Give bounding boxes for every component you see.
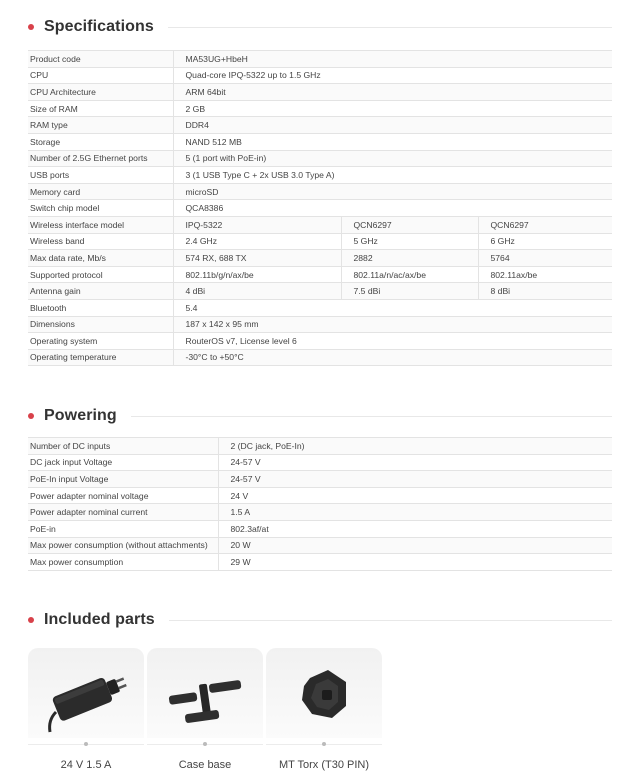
spec-value: 574 RX, 688 TX [173,250,341,267]
spec-value: 3 (1 USB Type C + 2x USB 3.0 Type A) [173,167,612,184]
spec-value: 802.11ax/be [478,266,612,283]
spec-row [28,117,612,134]
spec-label: Supported protocol [28,266,173,283]
spec-row [28,183,612,200]
powering-header [28,407,612,425]
part-card-power-adapter[interactable] [28,648,144,771]
spec-label: PoE-In input Voltage [28,471,218,488]
spec-label: Wireless band [28,233,173,250]
included-parts-title: Included parts [44,611,155,628]
spec-row [28,283,612,300]
spec-value: 4 dBi [173,283,341,300]
specifications-table [28,50,612,366]
spec-value: 5.4 [173,299,612,316]
section-bullet [28,413,34,419]
part-marker [28,738,144,752]
spec-value: 29 W [218,554,612,571]
spec-value: DDR4 [173,117,612,134]
spec-row [28,200,612,217]
spec-label: Operating temperature [28,349,173,366]
spec-value: 5 (1 port with PoE-in) [173,150,612,167]
spec-label: Max power consumption (without attachments) [28,537,218,554]
spec-label: CPU Architecture [28,84,173,101]
spec-label: Max power consumption [28,554,218,571]
power-adapter-icon [28,648,144,738]
spec-value: 6 GHz [478,233,612,250]
power-adapter-image [28,648,144,738]
spec-row [28,299,612,316]
spec-label: RAM type [28,117,173,134]
spec-value: 24-57 V [218,471,612,488]
included-parts-header [28,611,612,629]
case-base-icon [147,648,263,738]
spec-label: USB ports [28,167,173,184]
spec-row [28,438,612,455]
spec-label: Max data rate, Mb/s [28,250,173,267]
spec-value: 2882 [341,250,478,267]
case-base-image [147,648,263,738]
spec-row [28,520,612,537]
spec-value: RouterOS v7, License level 6 [173,333,612,350]
spec-value: 5764 [478,250,612,267]
spec-row [28,150,612,167]
part-card-torx-tool[interactable] [266,648,382,771]
spec-value: 2 (DC jack, PoE-In) [218,438,612,455]
spec-row [28,454,612,471]
part-marker [147,738,263,752]
torx-tool-icon [266,648,382,738]
spec-value: NAND 512 MB [173,133,612,150]
powering-title: Powering [44,407,117,424]
part-label: 24 V 1.5 A [60,759,112,771]
spec-value: -30°C to +50°C [173,349,612,366]
spec-value: IPQ-5322 [173,216,341,233]
spec-value: microSD [173,183,612,200]
spec-row [28,100,612,117]
spec-label: DC jack input Voltage [28,454,218,471]
spec-value: Quad-core IPQ-5322 up to 1.5 GHz [173,67,612,84]
spec-value: 1.5 A [218,504,612,521]
spec-label: Memory card [28,183,173,200]
spec-row [28,504,612,521]
spec-row [28,133,612,150]
spec-row [28,216,612,233]
powering-table [28,437,612,571]
spec-label: Wireless interface model [28,216,173,233]
spec-row [28,266,612,283]
spec-label: Power adapter nominal voltage [28,487,218,504]
spec-label: Dimensions [28,316,173,333]
spec-value: 802.11b/g/n/ax/be [173,266,341,283]
spec-value: QCN6297 [478,216,612,233]
part-label: Case base [178,759,232,771]
spec-label: Switch chip model [28,200,173,217]
section-divider [169,620,612,621]
spec-label: Operating system [28,333,173,350]
spec-value: ARM 64bit [173,84,612,101]
spec-row [28,471,612,488]
spec-value: 7.5 dBi [341,283,478,300]
spec-label: Antenna gain [28,283,173,300]
spec-value: QCA8386 [173,200,612,217]
spec-label: PoE-in [28,520,218,537]
part-card-case-base[interactable] [147,648,263,771]
spec-label: CPU [28,67,173,84]
spec-label: Number of DC inputs [28,438,218,455]
spec-value: 802.3af/at [218,520,612,537]
spec-row [28,167,612,184]
part-marker [266,738,382,752]
spec-label: Product code [28,51,173,68]
spec-value: 8 dBi [478,283,612,300]
section-divider [131,416,612,417]
spec-value: 5 GHz [341,233,478,250]
part-label: MT Torx (T30 PIN) [278,759,370,771]
section-divider [168,27,612,28]
section-bullet [28,617,34,623]
spec-value: 187 x 142 x 95 mm [173,316,612,333]
spec-row [28,233,612,250]
spec-value: 20 W [218,537,612,554]
spec-row [28,316,612,333]
spec-row [28,84,612,101]
spec-value: 2 GB [173,100,612,117]
included-parts-list [28,648,382,771]
specifications-title: Specifications [44,18,154,35]
spec-value: 802.11a/n/ac/ax/be [341,266,478,283]
spec-row [28,554,612,571]
spec-value: 24 V [218,487,612,504]
specifications-header [28,18,612,36]
spec-row [28,333,612,350]
spec-label: Size of RAM [28,100,173,117]
spec-row [28,487,612,504]
torx-tool-image [266,648,382,738]
spec-row [28,67,612,84]
spec-row [28,349,612,366]
spec-value: 24-57 V [218,454,612,471]
spec-label: Power adapter nominal current [28,504,218,521]
spec-row [28,250,612,267]
spec-label: Storage [28,133,173,150]
spec-row [28,537,612,554]
section-bullet [28,24,34,30]
spec-label: Number of 2.5G Ethernet ports [28,150,173,167]
spec-value: QCN6297 [341,216,478,233]
spec-value: 2.4 GHz [173,233,341,250]
spec-value: MA53UG+HbeH [173,51,612,68]
spec-label: Bluetooth [28,299,173,316]
spec-row [28,51,612,68]
